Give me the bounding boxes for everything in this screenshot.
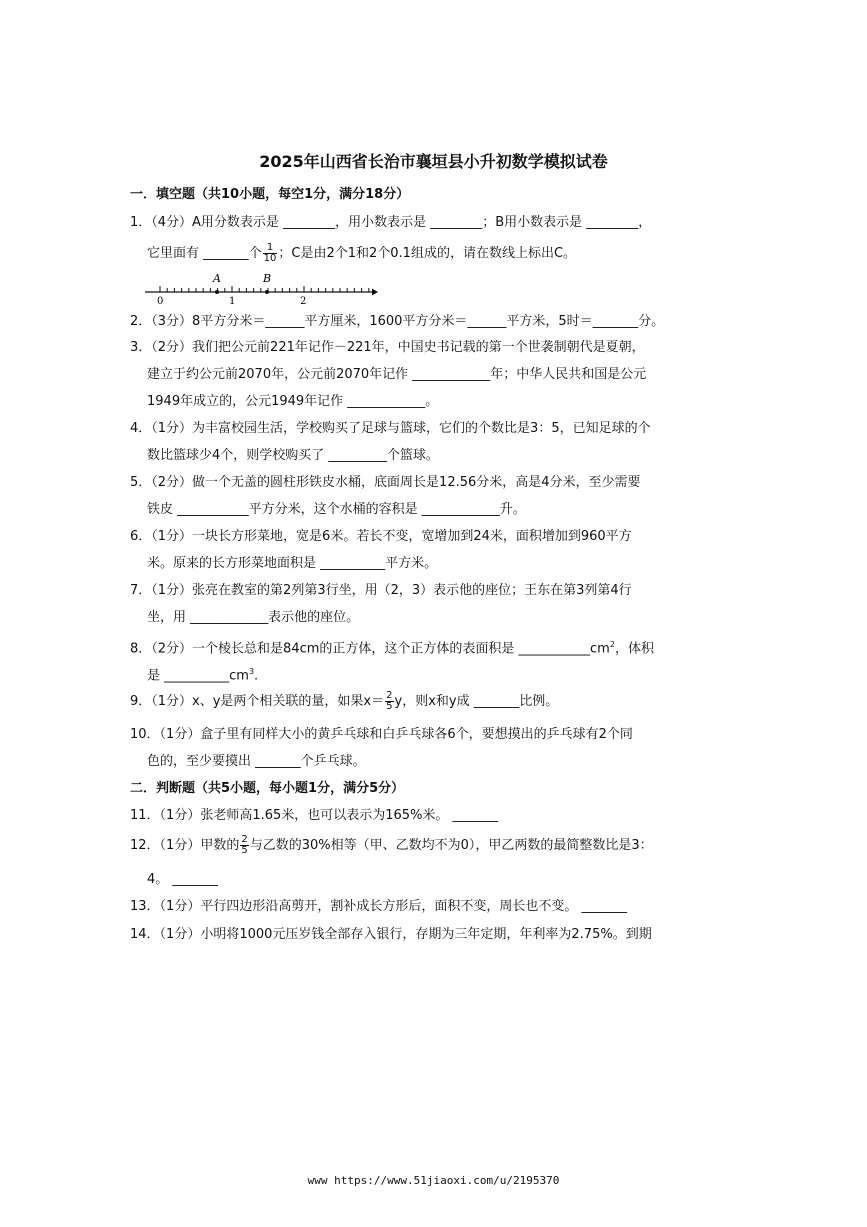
question-10-line-1: 10．（1分）盒子里有同样大小的黄乒乓球和白乒乓球各6个，要想摸出的乒乓球有2个同	[130, 727, 633, 742]
question-11: 11．（1分）张老师高1.65米，也可以表示为165%米。 _______	[130, 808, 499, 823]
question-14-line-1: 14．（1分）小明将1000元压岁钱全部存入银行，存期为三年定期，年利率为2.75%。到期	[130, 927, 652, 942]
tick-label-0: 0	[157, 296, 164, 307]
question-3-line-1: 3．（2分）我们把公元前221年记作－221年，中国史书记载的第一个世袭制朝代是夏朝，	[130, 340, 645, 355]
point-a-marker	[215, 290, 219, 294]
question-4-line-1: 4．（1分）为丰富校园生活，学校购买了足球与篮球，它们的个数比是3：5，已知足球的个	[130, 421, 651, 436]
section-heading-true-false: 二．判断题（共5小题，每小题1分，满分5分）	[130, 781, 405, 796]
question-13: 13．（1分）平行四边形沿高剪开，割补成长方形后，面积不变，周长也不变。 _______	[130, 899, 627, 914]
question-6-line-1: 6．（1分）一块长方形菜地，宽是6米。若长不变，宽增加到24米，面积增加到960平方	[130, 529, 632, 544]
question-5-line-2: 铁皮 ___________平方分米，这个水桶的容积是 ____________升。	[147, 502, 526, 517]
page-title: 2025年山西省长治市襄垣县小升初数学模拟试卷	[259, 152, 608, 171]
tick-label-1: 1	[229, 296, 236, 307]
question-4-line-2: 数比篮球少4个，则学校购买了 _________个篮球。	[147, 448, 439, 463]
question-3-line-2: 建立于约公元前2070年，公元前2070年记作 ____________年；中华人民共和国是公元	[147, 367, 647, 382]
section-heading-fill-blank: 一．填空题（共10小题，每空1分，满分18分）	[130, 187, 410, 202]
question-1-line-2a: 它里面有 _______个	[147, 246, 262, 261]
question-12-line-1: 12．（1分）甲数的 $\frac{2}{5}$ 与乙数的30%相等（甲、乙数均不为0），甲乙两数的最简整数比是3：	[130, 834, 653, 856]
fraction-two-fifths: $\frac{2}{5}$	[241, 834, 248, 856]
question-1-line-2	[147, 243, 576, 265]
question-9: 9．（1分）x、y是两个相关联的量，如果x＝ $\frac{2}{5}$ y，则x和y成 _______比例。	[130, 690, 559, 712]
question-10-line-2: 色的，至少要摸出 _______个乒乓球。	[147, 754, 366, 769]
footer-url: www https://www.51jiaoxi.com/u/2195370	[307, 1174, 560, 1187]
question-1-line-1: 1．（4分）A用分数表示是 ________，用小数表示是 ________；B用小数表示是 ________，	[130, 215, 652, 230]
question-2: 2．（3分）8平方分米＝______平方厘米，1600平方分米＝______平方米，5时＝_______分。	[130, 314, 665, 329]
label-b: B	[263, 272, 272, 285]
question-12-line-2: 4。 _______	[147, 872, 218, 887]
question-7-line-1: 7．（1分）张亮在教室的第2列第3行坐，用（2，3）表示他的座位；王东在第3列第4行	[130, 583, 632, 598]
question-6-line-2: 米。原来的长方形菜地面积是 __________平方米。	[147, 556, 438, 571]
number-line	[140, 268, 385, 308]
question-8-line-1: 8．（2分）一个棱长总和是84cm的正方体，这个正方体的表面积是 $\_\_\_\_\_\_\_\_\_\_\_cm^2$，体积	[130, 640, 654, 657]
tick-label-2: 2	[300, 296, 307, 307]
question-3-line-3: 1949年成立的，公元1949年记作 ____________。	[147, 394, 439, 409]
question-1-line-2b: ；C是由2个1和2个0.1组成的，请在数线上标出C。	[278, 246, 577, 261]
label-a: A	[213, 272, 221, 285]
point-b-marker	[265, 290, 269, 294]
fraction-two-fifths: $\frac{2}{5}$	[386, 690, 393, 712]
fraction-one-tenth: $\frac{1}{10}$	[263, 242, 277, 264]
question-5-line-1: 5．（2分）做一个无盖的圆柱形铁皮水桶，底面周长是12.56分米，高是4分米，至少需要	[130, 475, 641, 490]
question-7-line-2: 坐，用 ____________表示他的座位。	[147, 610, 360, 625]
question-8-line-2: 是 $\_\_\_\_\_\_\_\_\_\_cm^3$.	[147, 667, 259, 684]
